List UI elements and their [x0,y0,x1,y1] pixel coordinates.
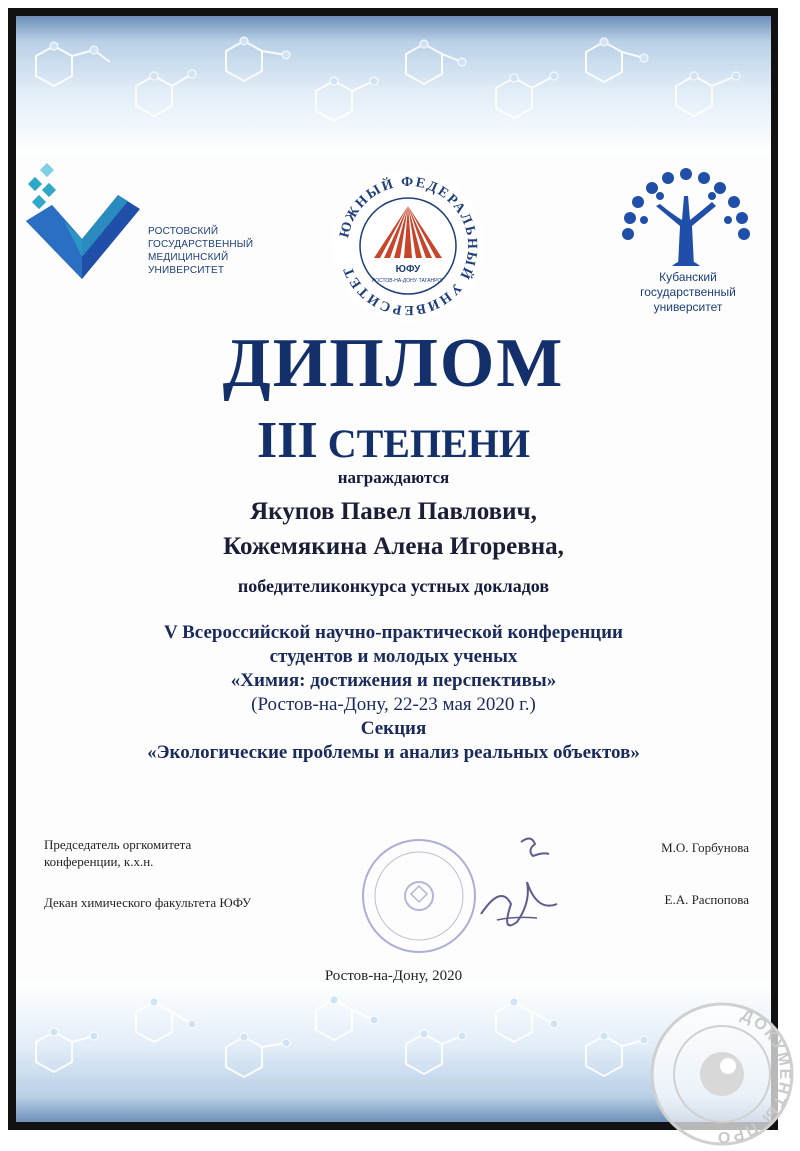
awarded-text: награждаются [337,468,450,487]
rgmu-name-line: МЕДИЦИНСКИЙ [148,252,229,263]
dean-name: Е.А. Распопова [664,892,749,907]
official-stamp-and-signatures [361,824,581,964]
recipient-1: Якупов Павел Павлович, [250,498,537,525]
rgmu-name-line: УНИВЕРСИТЕТ [148,265,225,276]
molecule-pattern-top [16,16,771,156]
sfedu-city: РОСТОВ-НА-ДОНУ·ТАГАНРОГ [372,278,444,284]
section-label: Секция [360,718,427,739]
degree-word: СТЕПЕНИ [327,421,530,466]
footer-place-year: Ростов-на-Дону, 2020 [324,968,463,984]
kubsu-name [608,270,768,315]
sfedu-ring-text: ЮЖНЫЙ ФЕДЕРАЛЬНЫЙ УНИВЕРСИТЕТ [337,174,480,318]
dean-title: Декан химического факультета ЮФУ [44,895,252,910]
watermark-text: ДОКУМЕНТЫ ПРО [715,1006,794,1146]
kubsu-tree-logo [616,166,756,271]
documents-pro-watermark [648,1000,796,1148]
rgmu-name-line: РОСТОВСКИЙ [148,226,219,237]
degree-roman: III [257,412,318,469]
molecule-border-top [16,16,771,156]
diploma-degree [16,411,771,470]
diploma-sheet [16,16,771,1122]
rgmu-logo [24,161,142,289]
recipient-2: Кожемякина Алена Игоревна, [223,533,564,560]
winners-text: победителиконкурса устных докладов [237,576,550,596]
conference-line-2: студентов и молодых ученых [269,646,518,667]
chair-title [44,836,191,870]
rgmu-name [148,225,253,277]
diploma-title: ДИПЛОМ [222,325,565,402]
kubsu-name-line: Кубанский [659,270,717,284]
chair-title-line: Председатель оргкомитета [44,837,192,852]
conference-place-date: (Ростов-на-Дону, 22-23 мая 2020 г.) [251,694,536,715]
conference-line-3: «Химия: достижения и перспективы» [230,670,557,691]
rgmu-name-line: ГОСУДАРСТВЕННЫЙ [148,239,254,250]
chair-name: М.О. Горбунова [661,840,749,855]
conference-line-1: V Всероссийской научно-практической конференции [164,622,623,643]
kubsu-name-line: университет [653,300,723,314]
kubsu-name-line: государственный [640,285,736,299]
sfedu-emblem [328,166,488,326]
sfedu-abbr: ЮФУ [395,264,421,275]
section-name: «Экологические проблемы и анализ реальных объектов» [147,742,640,763]
chair-title-line: конференции, к.х.н. [44,854,154,869]
